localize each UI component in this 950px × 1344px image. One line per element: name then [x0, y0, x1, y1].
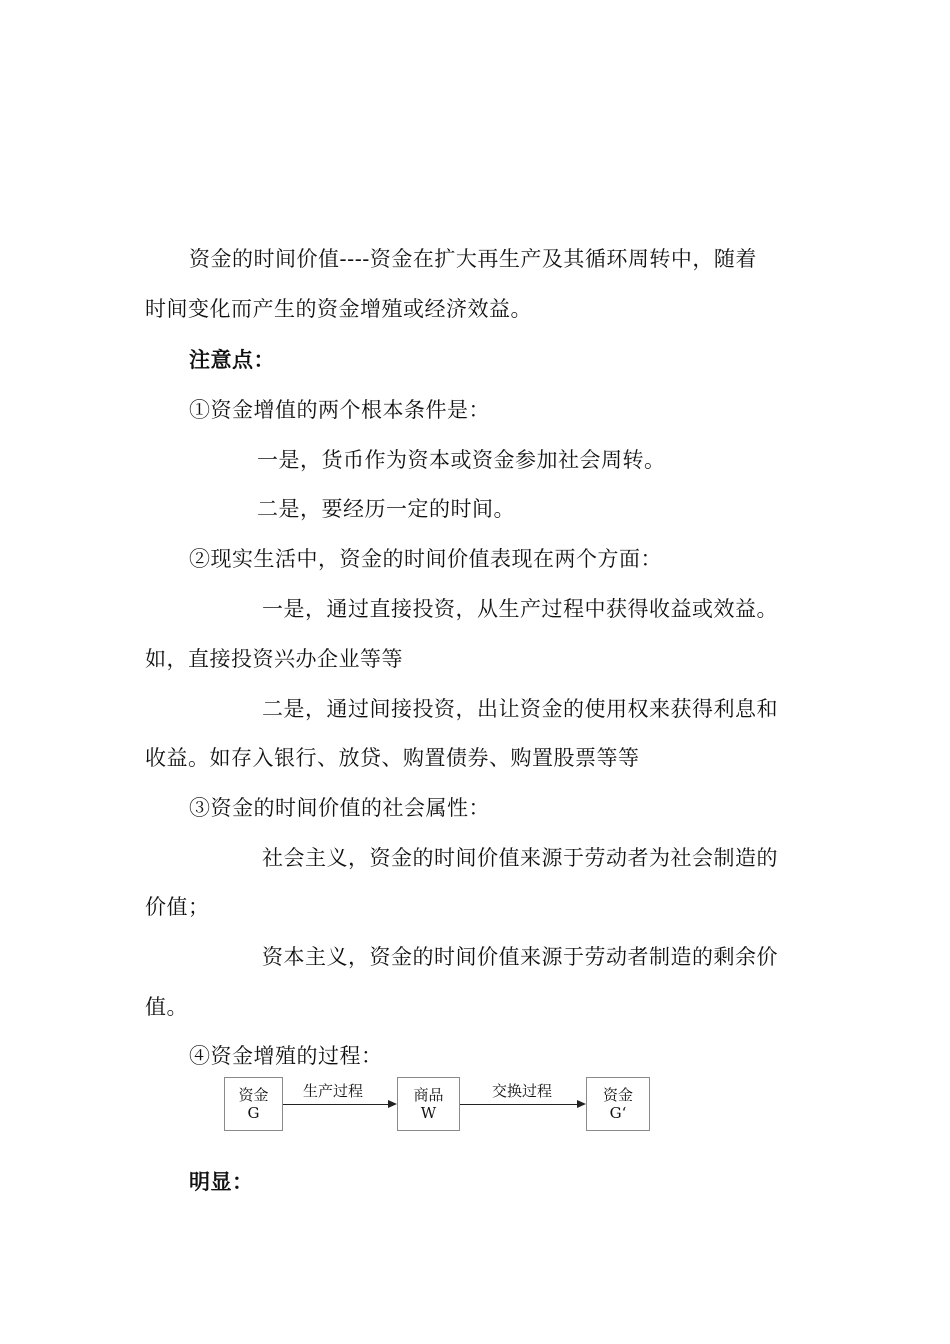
- flow-arrow-2-line: [460, 1104, 578, 1105]
- flow-box-commodity-w: [397, 1077, 460, 1131]
- item-1-point-a: 一是，货币作为资本或资金参加社会周转。: [257, 448, 666, 472]
- item-3-point-a-line1: 社会主义，资金的时间价值来源于劳动者为社会制造的: [262, 846, 778, 870]
- flow-box-capital-g-line1: 资金: [238, 1086, 269, 1104]
- capital-flow-diagram: [224, 1077, 654, 1135]
- item-2-point-a-line1: 一是，通过直接投资，从生产过程中获得收益或效益。: [262, 597, 778, 621]
- note-heading: 注意点：: [189, 347, 275, 372]
- flow-box-capital-g-prime: [586, 1077, 650, 1131]
- flow-arrow-1-head-icon: [388, 1100, 397, 1108]
- flow-box-capital-g: [224, 1077, 283, 1131]
- item-2-point-a-line2: 如，直接投资兴办企业等等: [145, 647, 403, 671]
- flow-box-capital-g-prime-line2: G‘: [609, 1104, 627, 1122]
- item-2-point-b-line2: 收益。如存入银行、放贷、购置债券、购置股票等等: [145, 746, 640, 770]
- flow-box-capital-g-line2: G: [247, 1104, 260, 1122]
- paragraph-definition-line1: 资金的时间价值----资金在扩大再生产及其循环周转中，随着: [189, 247, 757, 271]
- item-2-point-b-line1: 二是，通过间接投资，出让资金的使用权来获得利息和: [262, 697, 778, 721]
- item-3-point-a-line2: 价值；: [145, 895, 210, 919]
- flow-arrow-1-label: 生产过程: [303, 1082, 364, 1100]
- item-3-point-b-line2: 值。: [145, 995, 188, 1019]
- paragraph-definition-line2: 时间变化而产生的资金增殖或经济效益。: [145, 297, 532, 321]
- item-3-point-b-line1: 资本主义，资金的时间价值来源于劳动者制造的剩余价: [262, 945, 778, 969]
- item-4: ④资金增殖的过程：: [189, 1044, 383, 1068]
- item-3: ③资金的时间价值的社会属性：: [189, 796, 490, 820]
- item-2: ②现实生活中，资金的时间价值表现在两个方面：: [189, 547, 662, 571]
- item-1: ①资金增值的两个根本条件是：: [189, 398, 490, 422]
- flow-box-commodity-w-line1: 商品: [413, 1086, 444, 1104]
- flow-box-capital-g-prime-line1: 资金: [602, 1086, 633, 1104]
- flow-arrow-1-line: [283, 1104, 389, 1105]
- item-1-point-b: 二是，要经历一定的时间。: [257, 497, 515, 521]
- obvious-heading: 明显：: [189, 1169, 254, 1194]
- flow-arrow-2-label: 交换过程: [492, 1082, 553, 1100]
- flow-arrow-2-head-icon: [577, 1100, 586, 1108]
- flow-box-commodity-w-line2: W: [420, 1104, 437, 1122]
